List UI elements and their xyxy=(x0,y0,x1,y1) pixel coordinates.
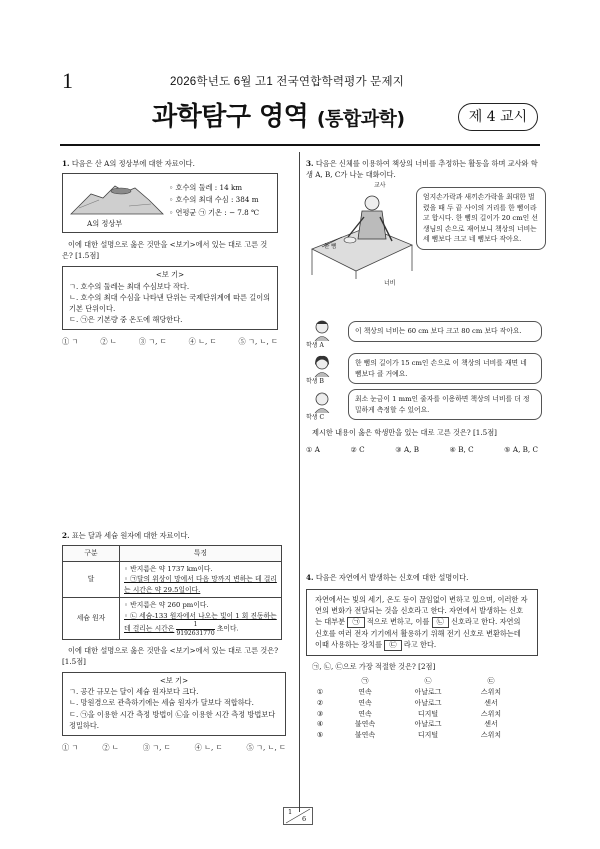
choice-1[interactable]: ① A xyxy=(306,445,320,455)
answer-row-3[interactable]: ③ 연속 디지털 스위치 xyxy=(316,709,502,718)
bogi-title: <보 기> xyxy=(155,270,185,280)
cesium-oscillation: ◦ ㉡ 세슘-133 원자에서 나오는 빛이 1 회 진동하는 데 걸리는 시간은 $\frac{1}{9192631770}$ 초이다. xyxy=(124,611,277,637)
student-c-bubble: 최소 눈금이 1 mm인 줄자를 이용하면 책상의 너비를 더 정밀하게 측정할 수 있어요. xyxy=(348,389,542,420)
label-span: 한 뼘 xyxy=(324,244,337,251)
header-rule xyxy=(60,144,540,146)
cesium-radius: ◦ 반지름은 약 260 pm이다. xyxy=(124,601,209,610)
moon-radius: ◦ 반지름은 약 1737 km이다. xyxy=(124,564,213,573)
choice-1[interactable]: ① ㄱ xyxy=(62,337,79,347)
choice-5[interactable]: ⑤ A, B, C xyxy=(504,445,538,455)
moon-phase-period: ◦ ㉠달의 위상이 망에서 다음 망까지 변하는 데 걸리는 시간은 약 29.5일이다. xyxy=(124,575,277,594)
student-c-label: 학생 C xyxy=(306,414,325,422)
row-moon-label: 달 xyxy=(63,561,120,598)
fraction: $\frac{1}{9192631770}$ xyxy=(176,621,215,637)
label-width: 너비 xyxy=(384,280,396,288)
exam-title-line: 2026학년도 6월 고1 전국연합학력평가 문제지 xyxy=(170,76,405,88)
student-a-bubble: 이 책상의 너비는 60 cm 보다 크고 80 cm 보다 작아요. xyxy=(348,321,542,342)
answer-row-5[interactable]: ⑤ 불연속 디지털 스위치 xyxy=(316,731,502,740)
page-footer xyxy=(283,807,313,825)
answer-row-2[interactable]: ② 연속 아날로그 센서 xyxy=(316,698,498,707)
question-4-prompt: ㉠, ㉡, ㉢으로 가장 적절한 것은? [2점] xyxy=(312,661,436,671)
question-3-choices xyxy=(306,444,538,455)
choice-5[interactable]: ⑤ ㄱ, ㄴ, ㄷ xyxy=(246,742,286,752)
question-4-answer-table xyxy=(310,676,526,741)
question-1 xyxy=(62,158,278,347)
mountain-illustration xyxy=(69,178,165,218)
fact-depth: ◦ 호수의 최대 수심 : 384 m xyxy=(169,195,259,205)
bogi-title: <보 기> xyxy=(159,676,189,686)
fact-circumference: ◦ 호수의 둘레 : 14 km xyxy=(169,183,243,193)
student-b-avatar xyxy=(312,355,332,377)
question-2 xyxy=(62,530,286,753)
choice-3[interactable]: ③ ㄱ, ㄷ xyxy=(142,742,171,752)
question-3-stem: 3. 다음은 신체를 이용하여 책상의 너비를 추정하는 활동을 하며 교사와 학생 A, B, C가 나눈 대화이다. xyxy=(306,159,538,180)
choice-2[interactable]: ② C xyxy=(350,445,365,455)
mountain-caption: A의 정상부 xyxy=(87,219,123,229)
question-2-bogi-box xyxy=(62,672,286,736)
question-3-prompt: 제시한 내용이 옳은 학생만을 있는 대로 고른 것은? [1.5점] xyxy=(312,428,497,438)
row-cesium-label: 세슘 원자 xyxy=(63,598,120,639)
question-2-choices xyxy=(62,742,286,753)
period-badge: 제 4 교시 xyxy=(458,103,538,131)
student-b-bubble: 한 뼘의 길이가 15 cm인 손으로 이 책상의 너비를 재면 네 뼘보다 클 거예요. xyxy=(348,353,542,384)
student-a-label: 학생 A xyxy=(306,342,324,350)
choice-1[interactable]: ① ㄱ xyxy=(62,742,79,752)
bogi-item-2: ㄴ. 호수의 최대 수심을 나타낸 단위는 국제단위계에 따른 길이의 기본 단위이다. xyxy=(69,292,271,313)
subject-title-main: 과학탐구 영역 xyxy=(152,102,309,132)
bogi-item-2: ㄴ. 망원경으로 관측하기에는 세슘 원자가 달보다 적합하다. xyxy=(69,698,254,708)
bogi-item-1: ㄱ. 공간 규모는 달이 세슘 원자보다 크다. xyxy=(69,687,199,697)
question-3-figure xyxy=(306,183,538,423)
answer-header-row: ㉠ ㉡ ㉢ xyxy=(361,677,495,686)
question-1-stem: 1. 다음은 산 A의 정상부에 대한 자료이다. xyxy=(62,159,195,168)
footer-total: 6 xyxy=(302,815,307,823)
table-header-category: 구분 xyxy=(63,546,120,562)
choice-4[interactable]: ④ ㄴ, ㄷ xyxy=(194,742,223,752)
lake-facts xyxy=(169,182,259,219)
question-2-prompt: 이에 대한 설명으로 옳은 것만을 <보기>에서 있는 대로 고른 것은? [1.5점] xyxy=(62,645,279,666)
student-c-avatar xyxy=(312,391,332,413)
choice-3[interactable]: ③ A, B xyxy=(395,445,419,455)
question-1-figure-box xyxy=(62,173,278,233)
bogi-item-1: ㄱ. 호수의 둘레는 최대 수심보다 작다. xyxy=(69,281,190,291)
blank-b: ㉡ xyxy=(432,617,449,628)
teacher-speech-bubble: 엄지손가락과 새끼손가락을 최대한 벌렸을 때 두 끝 사이의 거리를 한 뼘이라고 합시다. 한 뼘의 길이가 20 cm인 선생님의 손으로 재어보니 책상의 너비는 세 뼘보다 크고 네 뼘보다 작아요. xyxy=(416,187,546,250)
fact-temperature: ◦ 연평균 ㉠ 기온 : − 7.8 ℃ xyxy=(169,207,260,217)
question-4 xyxy=(306,572,538,741)
table-row-moon xyxy=(63,561,282,598)
teacher-desk-illustration xyxy=(308,187,416,279)
question-3 xyxy=(306,158,538,456)
answer-row-4[interactable]: ④ 불연속 아날로그 센서 xyxy=(316,720,498,729)
blank-c: ㉢ xyxy=(384,640,401,651)
bogi-item-3: ㄷ. ㉠을 이용한 시간 측정 방법이 ㉡을 이용한 시간 측정 방법보다 정밀하다. xyxy=(69,709,276,730)
subject-title-sub: (통합과학) xyxy=(316,108,405,130)
choice-5[interactable]: ⑤ ㄱ, ㄴ, ㄷ xyxy=(238,337,278,347)
question-4-stem: 4. 다음은 자연에서 발생하는 신호에 대한 설명이다. xyxy=(306,573,469,582)
bogi-item-3: ㄷ. ㉠은 기본량 중 온도에 해당한다. xyxy=(69,315,183,325)
choice-4[interactable]: ④ B, C xyxy=(449,445,474,455)
footer-page: 1 xyxy=(288,808,293,816)
choice-2[interactable]: ② ㄴ xyxy=(102,742,119,752)
table-header-feature: 특징 xyxy=(120,546,282,562)
page-number: 1 xyxy=(62,68,73,93)
blank-a: ㉠ xyxy=(347,617,364,628)
answer-row-1[interactable]: ① 연속 아날로그 스위치 xyxy=(316,687,502,696)
student-b-label: 학생 B xyxy=(306,378,324,386)
table-row-cesium xyxy=(63,598,282,639)
choice-4[interactable]: ④ ㄴ, ㄷ xyxy=(188,337,217,347)
column-divider xyxy=(299,152,300,812)
choice-3[interactable]: ③ ㄱ, ㄷ xyxy=(138,337,167,347)
question-2-table xyxy=(62,545,282,640)
question-2-stem: 2. 표는 달과 세슘 원자에 대한 자료이다. xyxy=(62,531,190,540)
question-4-passage-box: 자연에서는 빛의 세기, 온도 등이 끊임없이 변하고 있으며, 이러한 자연의 변화가 전달되는 것을 신호라고 한다. 자연에서 발생하는 신호는 대부분 ㉠ 적으로 변하고, 이를 ㉡ 신호라고 한다. 자연의 신호를 여러 전자 기기에서 활용하기 위해 전기 신호로 변환하는데 이때 사용하는 장치를 ㉢ 라고 한다. xyxy=(306,589,538,656)
question-1-choices xyxy=(62,336,278,347)
label-teacher: 교사 xyxy=(374,182,386,190)
question-1-prompt: 이에 대한 설명으로 옳은 것만을 <보기>에서 있는 대로 고른 것은? [1.5점] xyxy=(62,240,268,261)
subject-title xyxy=(152,97,405,137)
student-a-avatar xyxy=(312,319,332,341)
choice-2[interactable]: ② ㄴ xyxy=(100,337,117,347)
question-1-bogi-box xyxy=(62,266,278,330)
